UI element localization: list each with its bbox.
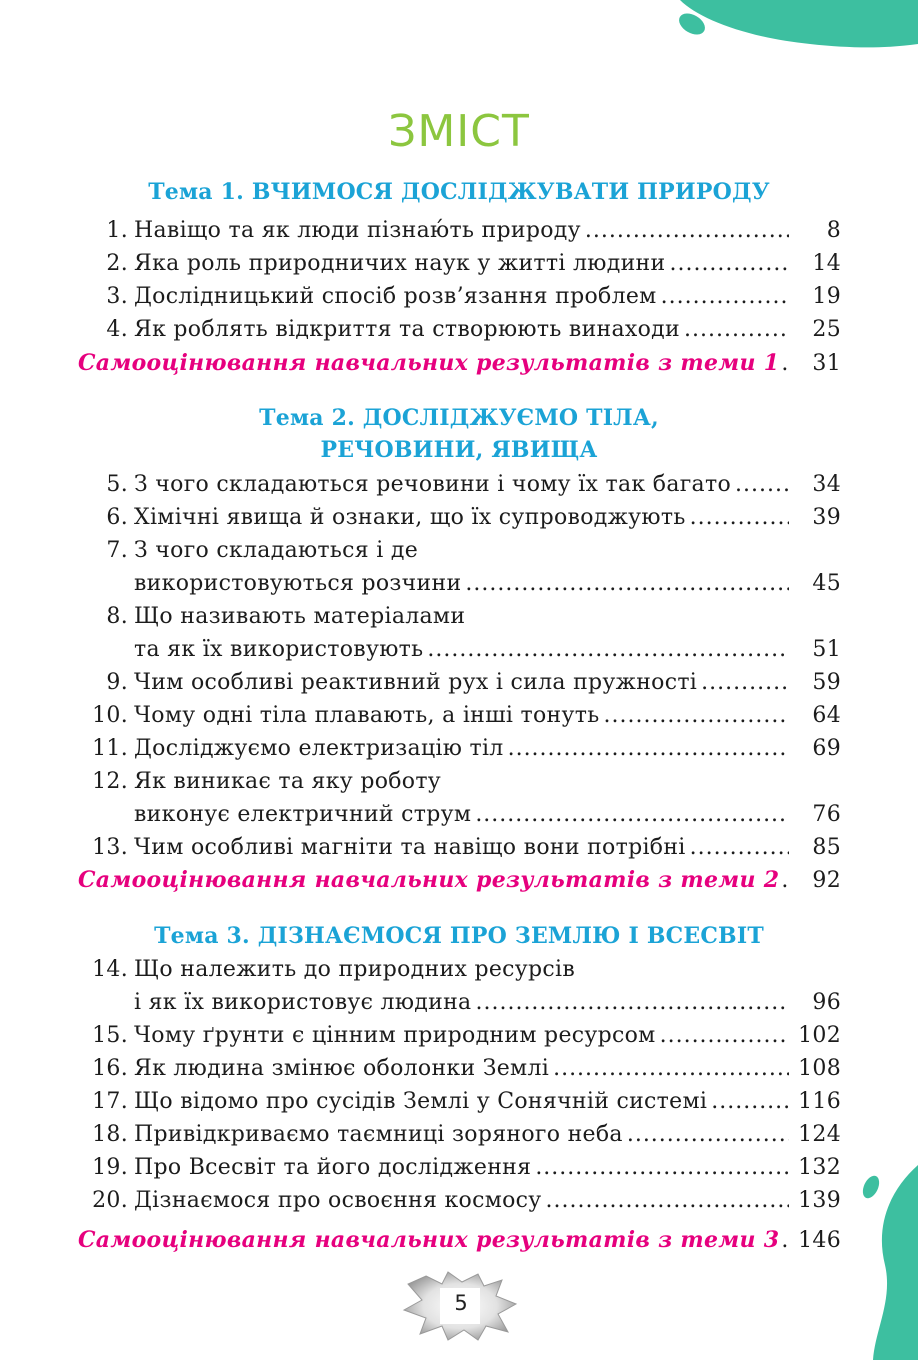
entry-page: 76 (812, 802, 841, 827)
dot-leader (669, 247, 789, 280)
entry-page: 39 (812, 505, 841, 530)
entry-page: 124 (798, 1122, 841, 1147)
self-assessment-title: Самооцінювання навчальних результатів з теми 3 (78, 1227, 780, 1253)
entry-title-line2: виконує електричний струм (134, 802, 472, 827)
dot-leader (690, 501, 789, 534)
entry-title: Дізнаємося про освоєння космосу (134, 1188, 542, 1213)
dot-leader (735, 468, 789, 501)
entry-number: 17. (92, 1089, 128, 1114)
entry-number: 8. (106, 604, 128, 629)
dot-leader (781, 864, 789, 897)
entry-page: 25 (812, 317, 841, 342)
self-assessment-entry[interactable] (78, 864, 841, 897)
entry-title: Що відомо про сусідів Землі у Сонячній системі (134, 1089, 708, 1114)
top-right-blob (640, 0, 918, 70)
entry-page: 92 (812, 868, 841, 893)
toc-entry[interactable] (78, 501, 841, 534)
entry-title: Як людина змінює оболонки Землі (134, 1056, 550, 1081)
entry-title: З чого складаються речовини і чому їх так багато (134, 472, 731, 497)
entry-page: 146 (798, 1228, 841, 1253)
entry-title: Про Всесвіт та його дослідження (134, 1155, 532, 1180)
entry-title: Дослідницький спосіб розв’язання проблем (134, 284, 657, 309)
dot-leader (627, 1118, 789, 1151)
dot-leader (781, 1224, 789, 1257)
dot-leader (546, 1184, 789, 1217)
entry-title: Що належить до природних ресурсів (134, 957, 576, 982)
self-assessment-title: Самооцінювання навчальних результатів з теми 2 (78, 867, 780, 893)
toc-entry[interactable] (78, 1085, 841, 1118)
entry-page: 132 (798, 1155, 841, 1180)
dot-leader (684, 313, 789, 346)
dot-leader (660, 1019, 789, 1052)
toc-entry[interactable] (78, 1019, 841, 1052)
entry-number: 19. (92, 1155, 128, 1180)
entry-title: Чим особливі реактивний рух і сила пружності (134, 670, 698, 695)
toc-entry[interactable] (78, 280, 841, 313)
toc-entry[interactable] (78, 468, 841, 501)
dot-leader (781, 347, 789, 380)
entry-number: 20. (92, 1188, 128, 1213)
entry-title: Чому ґрунти є цінним природним ресурсом (134, 1023, 656, 1048)
toc-entry[interactable] (78, 765, 841, 798)
entry-title: З чого складаються і де (134, 538, 419, 563)
entry-number: 3. (106, 284, 128, 309)
entry-title: Що називають матеріалами (134, 604, 466, 629)
dot-leader (475, 986, 789, 1019)
entry-page: 59 (812, 670, 841, 695)
dot-leader (690, 831, 789, 864)
entry-title: Хімічні явища й ознаки, що їх супроводжують (134, 505, 686, 530)
entry-title: Досліджуємо електризацію тіл (134, 736, 504, 761)
page-number: 5 (454, 1291, 468, 1315)
self-assessment-title: Самооцінювання навчальних результатів з теми 1 (78, 350, 780, 376)
dot-leader (701, 666, 789, 699)
entry-number: 5. (106, 472, 128, 497)
entry-page: 51 (812, 637, 841, 662)
entry-page: 108 (798, 1056, 841, 1081)
topic-heading: Тема 1. ВЧИМОСЯ ДОСЛІДЖУВАТИ ПРИРОДУ (148, 179, 770, 205)
entry-number: 18. (92, 1122, 128, 1147)
dot-leader (585, 214, 789, 247)
toc-entry[interactable] (78, 247, 841, 280)
entry-page: 85 (812, 835, 841, 860)
entry-number: 11. (92, 736, 128, 761)
entry-page: 8 (826, 218, 841, 243)
toc-entry[interactable] (78, 732, 841, 765)
dot-leader (553, 1052, 789, 1085)
dot-leader (427, 633, 789, 666)
self-assessment-entry[interactable] (78, 1224, 841, 1257)
toc-entry-continuation[interactable] (78, 567, 841, 600)
toc-entry[interactable] (78, 666, 841, 699)
toc-entry[interactable] (78, 214, 841, 247)
page-title: ЗМІСТ (388, 106, 530, 157)
toc-entry[interactable] (78, 1052, 841, 1085)
topic-heading: РЕЧОВИНИ, ЯВИЩА (320, 437, 598, 463)
topic-heading: Тема 3. ДІЗНАЄМОСЯ ПРО ЗЕМЛЮ І ВСЕСВІТ (154, 923, 764, 949)
entry-number: 10. (92, 703, 128, 728)
toc-entry[interactable] (78, 1118, 841, 1151)
entry-page: 31 (812, 351, 841, 376)
dot-leader (661, 280, 789, 313)
toc-entry[interactable] (78, 831, 841, 864)
entry-title: Навіщо та як люди пізнаю́ть природу (134, 218, 581, 243)
entry-page: 102 (798, 1023, 841, 1048)
entry-number: 13. (92, 835, 128, 860)
dot-leader (711, 1085, 789, 1118)
entry-page: 64 (812, 703, 841, 728)
entry-page: 19 (812, 284, 841, 309)
entry-page: 45 (812, 571, 841, 596)
entry-page: 96 (812, 990, 841, 1015)
entry-number: 7. (106, 538, 128, 563)
toc-entry[interactable] (78, 1184, 841, 1217)
dot-leader (603, 699, 789, 732)
bottom-right-blob (845, 1165, 918, 1360)
toc-entry[interactable] (78, 534, 841, 567)
entry-title: Чому одні тіла плавають, а інші тонуть (134, 703, 600, 728)
entry-title-line2: та як їх використовують (134, 637, 424, 662)
entry-number: 16. (92, 1056, 128, 1081)
entry-number: 12. (92, 769, 128, 794)
entry-number: 4. (106, 317, 128, 342)
toc-entry-continuation[interactable] (78, 986, 841, 1019)
toc-entry[interactable] (78, 1151, 841, 1184)
entry-title: Чим особливі магніти та навіщо вони потрібні (134, 835, 686, 860)
topic-heading: Тема 2. ДОСЛІДЖУЄМО ТІЛА, (259, 405, 659, 431)
entry-page: 34 (812, 472, 841, 497)
toc-entry[interactable] (78, 953, 841, 986)
entry-title: Як виникає та яку роботу (134, 769, 442, 794)
entry-title: Як роблять відкриття та створюють винаходи (134, 317, 680, 342)
entry-title: Яка роль природничих наук у житті людини (134, 251, 666, 276)
self-assessment-entry[interactable] (78, 347, 841, 380)
entry-page: 116 (798, 1089, 841, 1114)
toc-entry[interactable] (78, 600, 841, 633)
entry-number: 15. (92, 1023, 128, 1048)
entry-page: 14 (812, 251, 841, 276)
toc-entry[interactable] (78, 313, 841, 346)
dot-leader (465, 567, 789, 600)
toc-entry-continuation[interactable] (78, 633, 841, 666)
entry-title-line2: і як їх використовує людина (134, 990, 472, 1015)
entry-page: 139 (798, 1188, 841, 1213)
entry-number: 14. (92, 957, 128, 982)
toc-entry[interactable] (78, 699, 841, 732)
dot-leader (475, 798, 789, 831)
entry-number: 1. (106, 218, 128, 243)
toc-entry-continuation[interactable] (78, 798, 841, 831)
dot-leader (535, 1151, 789, 1184)
entry-page: 69 (812, 736, 841, 761)
dot-leader (508, 732, 789, 765)
entry-number: 2. (106, 251, 128, 276)
entry-number: 6. (106, 505, 128, 530)
entry-title: Привідкриваємо таємниці зоряного неба (134, 1122, 623, 1147)
entry-title-line2: використовуються розчини (134, 571, 462, 596)
entry-number: 9. (106, 670, 128, 695)
